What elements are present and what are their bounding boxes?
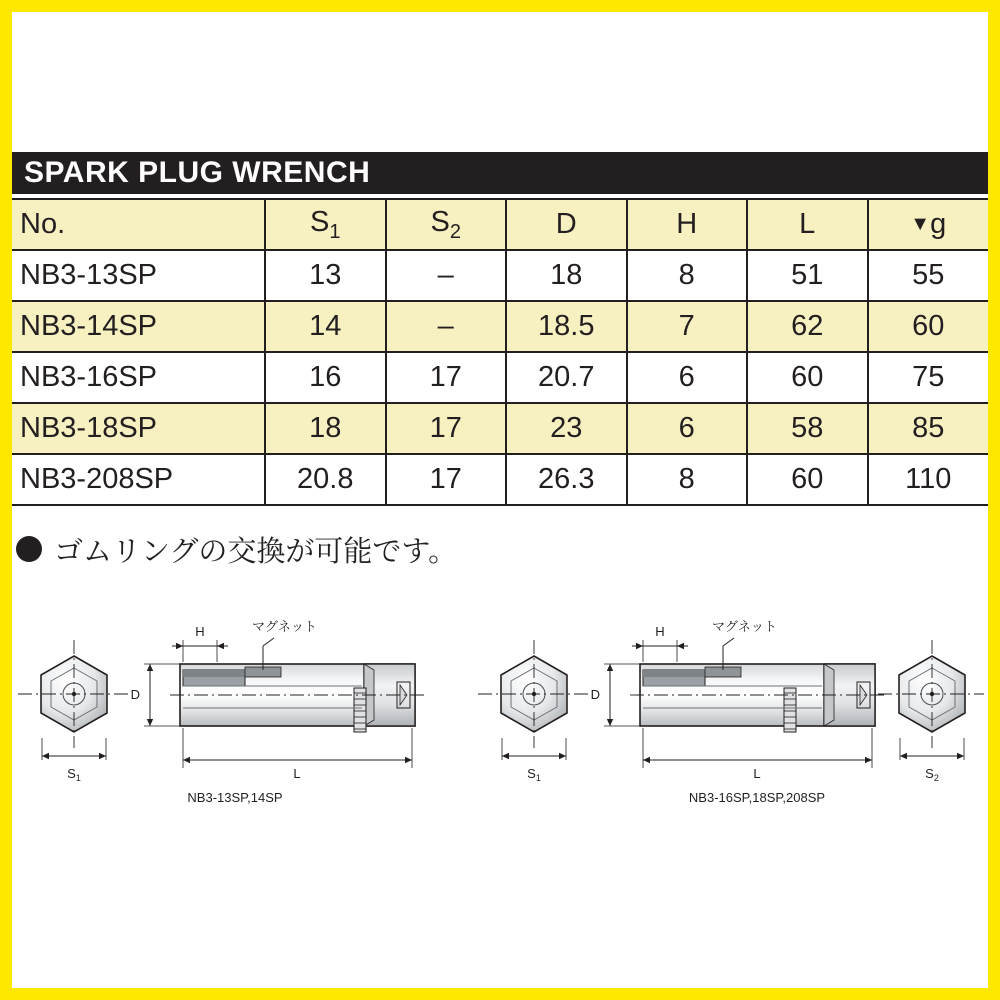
cell-l: 60 [747, 454, 868, 505]
note-row [12, 525, 988, 573]
label-h-right: H [655, 624, 665, 639]
cell-s1: 18 [265, 403, 386, 454]
table-row [12, 301, 988, 352]
frame-border-top [0, 0, 1000, 12]
content-area [12, 12, 988, 988]
cell-g: 85 [868, 403, 989, 454]
section-title-bar [12, 152, 988, 194]
label-d-left: D [130, 687, 140, 702]
bullet-icon [16, 536, 42, 562]
cell-d: 18.5 [506, 301, 627, 352]
subscript-1: 1 [329, 220, 341, 243]
cell-g: 110 [868, 454, 989, 505]
table-header-row [12, 199, 988, 250]
subscript-2: 2 [449, 220, 461, 243]
label-s1-left: $S_1$ [67, 766, 81, 783]
cell-s2: – [386, 301, 507, 352]
cell-s2: 17 [386, 403, 507, 454]
frame-border-bottom [0, 988, 1000, 1000]
left-socket-side-view [131, 619, 424, 805]
table-row [12, 250, 988, 301]
table-row [12, 352, 988, 403]
cell-s2: – [386, 250, 507, 301]
spec-table [12, 198, 988, 506]
cell-g: 55 [868, 250, 989, 301]
caption-right: NB3-16SP,18SP,208SP [688, 790, 826, 805]
column-header-l: L [747, 199, 868, 250]
cell-g: 75 [868, 352, 989, 403]
page-title: SPARK PLUG WRENCH [24, 156, 371, 189]
right-hex-end-view-s2 [878, 640, 984, 783]
cell-h: 6 [627, 352, 748, 403]
right-socket-side-view [591, 619, 884, 805]
label-d-right: D [590, 687, 600, 702]
label-magnet-right: マグネット [712, 619, 777, 634]
caption-left: NB3-13SP,14SP [187, 790, 283, 805]
frame-border-right [988, 0, 1000, 1000]
label-l-left: L [293, 766, 301, 781]
cell-s1: 13 [265, 250, 386, 301]
table-row [12, 403, 988, 454]
cell-l: 51 [747, 250, 868, 301]
product-diagram [12, 578, 988, 878]
cell-no: NB3-208SP [12, 454, 265, 505]
cell-no: NB3-14SP [12, 301, 265, 352]
cell-d: 18 [506, 250, 627, 301]
label-magnet-left: マグネット [252, 619, 317, 634]
column-header-s2: $S_2$ [386, 199, 507, 250]
cell-s2: 17 [386, 352, 507, 403]
cell-h: 6 [627, 403, 748, 454]
cell-no: NB3-18SP [12, 403, 265, 454]
cell-g: 60 [868, 301, 989, 352]
cell-l: 58 [747, 403, 868, 454]
column-header-no: No. [12, 199, 265, 250]
column-header-g [868, 199, 989, 250]
note-text: ゴムリングの交換が可能です。 [54, 535, 458, 568]
cell-d: 23 [506, 403, 627, 454]
column-header-g-label: g [930, 208, 947, 240]
cell-h: 7 [627, 301, 748, 352]
cell-no: NB3-13SP [12, 250, 265, 301]
cell-h: 8 [627, 250, 748, 301]
right-hex-end-view-s1 [478, 640, 590, 783]
column-header-h: H [627, 199, 748, 250]
cell-l: 62 [747, 301, 868, 352]
cell-no: NB3-16SP [12, 352, 265, 403]
label-s1-right: $S_1$ [527, 766, 541, 783]
cell-l: 60 [747, 352, 868, 403]
cell-d: 20.7 [506, 352, 627, 403]
cell-s1: 20.8 [265, 454, 386, 505]
column-header-s1: $S_1$ [265, 199, 386, 250]
label-h-left: H [195, 624, 205, 639]
cell-d: 26.3 [506, 454, 627, 505]
sort-triangle-icon: ▼ [910, 213, 931, 235]
cell-s1: 16 [265, 352, 386, 403]
table-row [12, 454, 988, 505]
label-s2-right: $S_2$ [925, 766, 939, 783]
frame-border-left [0, 0, 12, 1000]
left-hex-end-view [18, 640, 130, 783]
column-header-d: D [506, 199, 627, 250]
cell-s1: 14 [265, 301, 386, 352]
label-l-right: L [753, 766, 761, 781]
cell-s2: 17 [386, 454, 507, 505]
cell-h: 8 [627, 454, 748, 505]
